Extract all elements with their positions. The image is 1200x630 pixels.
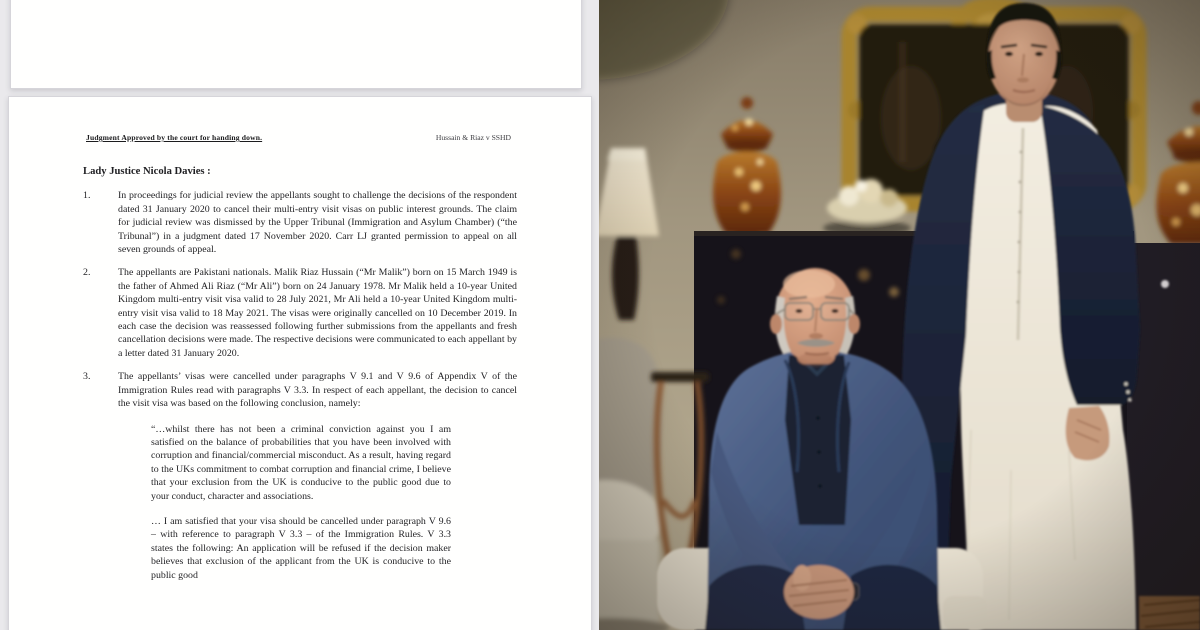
document-header [86,133,511,142]
header-case-name: Hussain & Riaz v SSHD [435,133,511,142]
paragraph-text: In proceedings for judicial review the appellants sought to challenge the decisions of the respondent dated 31 January 2020 to cancel their multi-entry visit visas on public interest grounds. The claim for judicial review was dismissed by the Upper Tribunal (Immigration and Asylum Chamber) (“the Tribunal”) in a judgment dated 17 November 2020. Carr LJ granted permission to appeal on all seven grounds of appeal. [118,190,517,256]
header-approval-note: Judgment Approved by the court for handing down. [86,133,263,142]
judge-name-heading: Lady Justice Nicola Davies : [83,166,211,177]
document-body [83,165,519,594]
document-panel [0,0,599,630]
paragraph-text: The appellants are Pakistani nationals. Malik Riaz Hussain (“Mr Malik”) born on 15 March 1949 is the father of Ahmed Ali Riaz (“Mr Ali”) born on 24 January 1978. Mr Malik held a 10-year United Kingdom multi-entry visit visa valid to 28 July 2021, Mr Ali held a 10-year United Kingdom multi-entry visit visa valid to 18 May 2021. The visas were originally cancelled on 10 December 2019. In each case the decision was reassessed following further submissions from the appellants and fresh cancellation decisions were made. The respective decisions were communicated to each appellant by a letter dated 31 January 2020. [118,267,517,359]
judgment-paragraph [83,189,519,256]
judgment-paragraph [83,370,519,410]
photo-illustration [599,0,1200,630]
photo-two-men [599,0,1200,630]
vignette-overlay [599,0,1200,630]
paragraph-number: 3. [83,371,91,383]
decision-quote-block: … I am satisfied that your visa should be cancelled under paragraph V 9.6 – with reference to paragraph V 3.3 – of the Immigration Rules. V 3.3 states the following: An application will be refused if the decision maker believes that exclusion of the applicant from the UK is conducive to the public good [151,515,451,581]
document-page [8,96,592,630]
judgment-paragraph [83,266,519,360]
paragraph-number: 1. [83,190,91,202]
paragraph-text: The appellants’ visas were cancelled under paragraphs V 9.1 and V 9.6 of Appendix V of the Immigration Rules read with paragraphs V 3.3. In respect of each appellant, the decision to cancel the visit visa was based on the following conclusion, namely: [118,371,517,410]
decision-quote-block: “…whilst there has not been a criminal conviction against you I am satisfied on the balance of probabilities that you have been involved with corruption and financial/commercial misconduct. As a result, having regard to the UKs commitment to combat corruption and financial crime, I believe that your exclusion from the UK is conducive to the public good due to your conduct, character and associations. [151,423,451,502]
paragraph-number: 2. [83,267,91,279]
document-page-previous [10,0,582,89]
